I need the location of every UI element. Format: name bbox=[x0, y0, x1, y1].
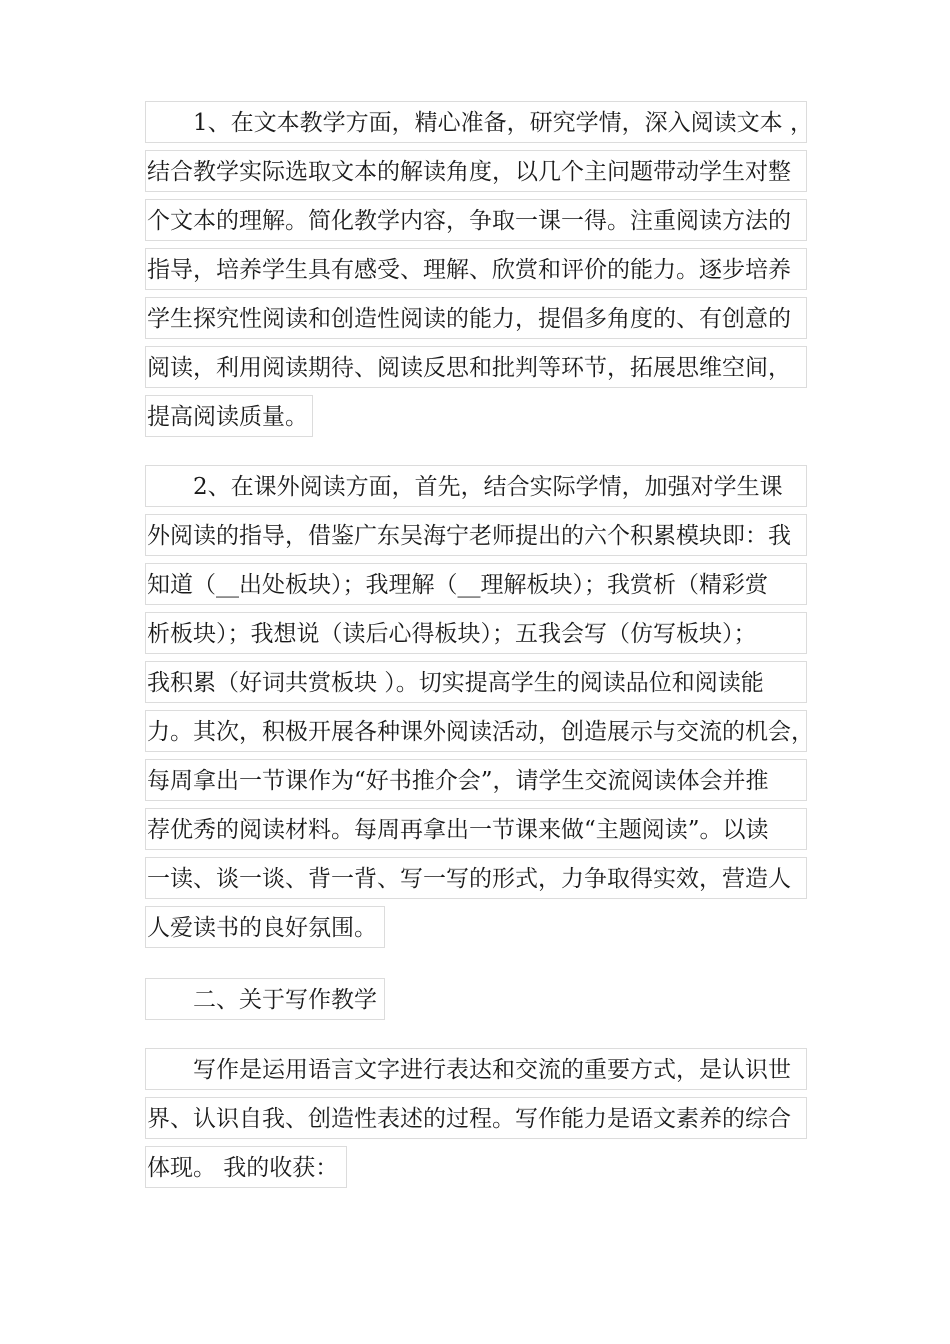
paragraph-2-line-4: 析板块）；我想说（读后心得板块）；五我会写（仿写板块）； bbox=[145, 612, 807, 654]
section-heading-writing: 二、关于写作教学 bbox=[145, 978, 385, 1020]
paragraph-2-line-2: 外阅读的指导，借鉴广东吴海宁老师提出的六个积累模块即：我 bbox=[145, 514, 807, 556]
paragraph-1-line-4: 指导，培养学生具有感受、理解、欣赏和评价的能力。逐步培养 bbox=[145, 248, 807, 290]
paragraph-2-line-5: 我积累（好词共赏板块 ）。切实提高学生的阅读品位和阅读能 bbox=[145, 661, 807, 703]
paragraph-1-line-6: 阅读，利用阅读期待、阅读反思和批判等环节，拓展思维空间， bbox=[145, 346, 807, 388]
paragraph-3-line-2: 界、认识自我、创造性表述的过程。写作能力是语文素养的综合 bbox=[145, 1097, 807, 1139]
paragraph-1-line-7: 提高阅读质量。 bbox=[145, 395, 313, 437]
paragraph-1-line-5: 学生探究性阅读和创造性阅读的能力，提倡多角度的、有创意的 bbox=[145, 297, 807, 339]
paragraph-1-line-3: 个文本的理解。简化教学内容，争取一课一得。注重阅读方法的 bbox=[145, 199, 807, 241]
paragraph-2-line-10: 人爱读书的良好氛围。 bbox=[145, 906, 385, 948]
paragraph-3-line-1: 写作是运用语言文字进行表达和交流的重要方式，是认识世 bbox=[145, 1048, 807, 1090]
paragraph-3-line-3: 体现。 我的收获： bbox=[145, 1146, 347, 1188]
paragraph-2-line-3: 知道（__出处板块）；我理解（__理解板块）；我赏析（精彩赏 bbox=[145, 563, 807, 605]
paragraph-1-line-2: 结合教学实际选取文本的解读角度，以几个主问题带动学生对整 bbox=[145, 150, 807, 192]
paragraph-2-line-6: 力。其次，积极开展各种课外阅读活动，创造展示与交流的机会， bbox=[145, 710, 807, 752]
paragraph-2-line-7: 每周拿出一节课作为“好书推介会”，请学生交流阅读体会并推 bbox=[145, 759, 807, 801]
paragraph-2-line-1: 2、在课外阅读方面，首先，结合实际学情，加强对学生课 bbox=[145, 465, 807, 507]
paragraph-2-line-9: 一读、谈一谈、背一背、写一写的形式，力争取得实效，营造人 bbox=[145, 857, 807, 899]
paragraph-2-line-8: 荐优秀的阅读材料。每周再拿出一节课来做“主题阅读”。以读 bbox=[145, 808, 807, 850]
paragraph-1-line-1: 1、在文本教学方面，精心准备，研究学情，深入阅读文本 ， bbox=[145, 101, 807, 143]
